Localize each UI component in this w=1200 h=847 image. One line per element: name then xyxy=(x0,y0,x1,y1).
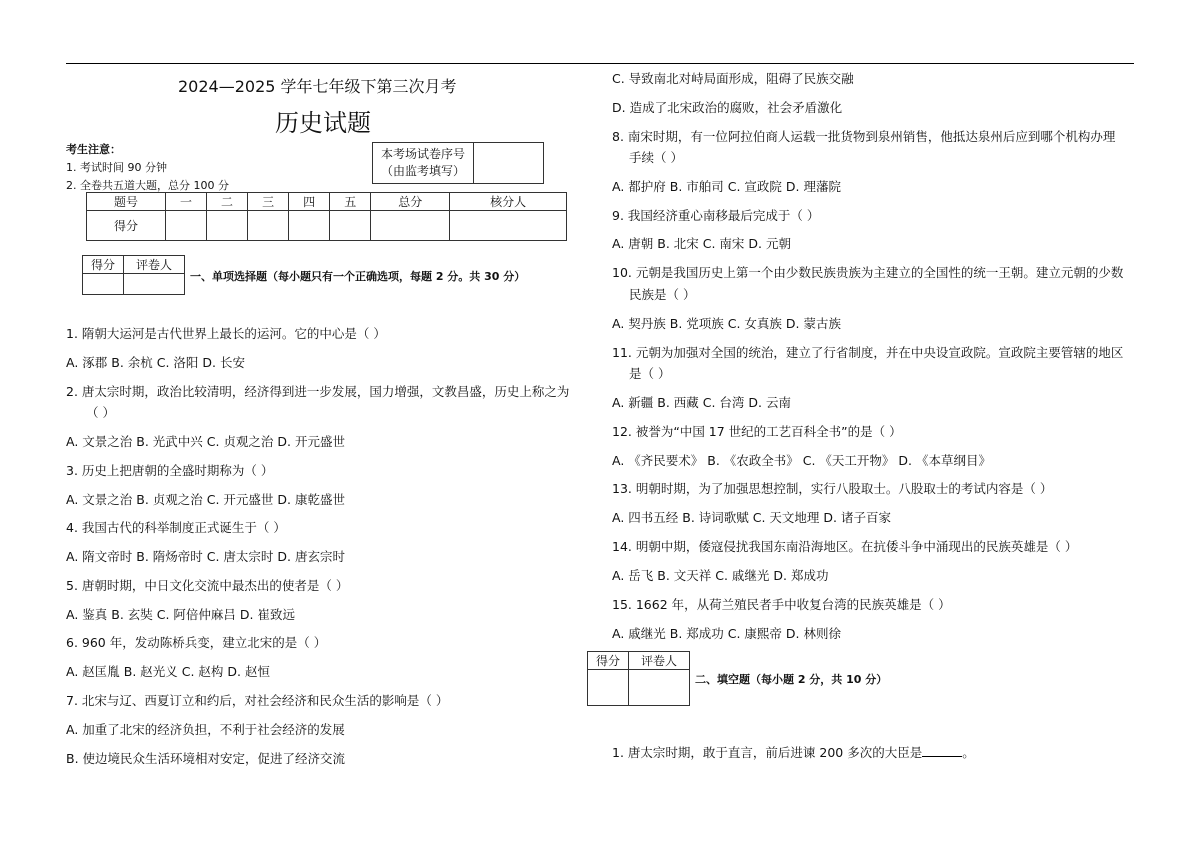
options-line: A. 赵匡胤 B. 赵光义 C. 赵构 D. 赵恒 xyxy=(66,664,270,679)
score-cell[interactable] xyxy=(248,211,289,241)
options-line: A. 都护府 B. 市舶司 C. 宣政院 D. 理藩院 xyxy=(612,179,841,194)
score-table xyxy=(86,192,567,241)
question-line: 6. 960 年，发动陈桥兵变，建立北宋的是（ ） xyxy=(66,635,327,650)
options-line: B. 使边境民众生活环境相对安定，促进了经济交流 xyxy=(66,751,346,766)
question-line: 5. 唐朝时期，中日文化交流中最杰出的使者是（ ） xyxy=(66,578,349,593)
score-cell[interactable] xyxy=(330,211,371,241)
answer-blank[interactable] xyxy=(922,744,962,757)
fill-question-1-text: 1. 唐太宗时期，敢于直言，前后进谏 200 多次的大臣是 xyxy=(612,745,923,760)
grader-name-label: 评卷人 xyxy=(124,256,185,274)
section2-title: 二、填空题（每小题 2 分，共 10 分） xyxy=(695,673,888,686)
question-line: 手续（ ） xyxy=(629,150,683,165)
notes-item: 2. 全卷共五道大题，总分 100 分 xyxy=(66,179,229,192)
question-line: 12. 被誉为“中国 17 世纪的工艺百科全书”的是（ ） xyxy=(612,424,902,439)
options-line: A. 唐朝 B. 北宋 C. 南宋 D. 元朝 xyxy=(612,236,791,251)
options-line: A. 新疆 B. 西藏 C. 台湾 D. 云南 xyxy=(612,395,791,410)
notes-item: 1. 考试时间 90 分钟 xyxy=(66,161,167,174)
notes-heading: 考生注意： xyxy=(66,143,121,156)
question-line: 1. 隋朝大运河是古代世界上最长的运河。它的中心是（ ） xyxy=(66,326,386,341)
exam-subtitle: 历史试题 xyxy=(275,109,371,137)
score-cell[interactable] xyxy=(289,211,330,241)
options-line: A. 契丹族 B. 党项族 C. 女真族 D. 蒙古族 xyxy=(612,316,841,331)
options-line: A. 戚继光 B. 郑成功 C. 康熙帝 D. 林则徐 xyxy=(612,626,841,641)
score-header: 五 xyxy=(330,193,371,211)
options-line: A. 《齐民要术》 B. 《农政全书》 C. 《天工开物》 D. 《本草纲目》 xyxy=(612,453,991,468)
serial-number-cell[interactable] xyxy=(474,143,544,184)
score-cell[interactable] xyxy=(450,211,567,241)
options-line: A. 文景之治 B. 贞观之治 C. 开元盛世 D. 康乾盛世 xyxy=(66,492,345,507)
score-header: 一 xyxy=(165,193,206,211)
grader-name-label: 评卷人 xyxy=(629,652,690,670)
question-line: 民族是（ ） xyxy=(629,287,696,302)
question-line: 2. 唐太宗时期，政治比较清明，经济得到进一步发展，国力增强，文教昌盛，历史上称之为 xyxy=(66,384,570,399)
score-header: 核分人 xyxy=(450,193,567,211)
fill-question-1 xyxy=(612,743,975,761)
grader-box xyxy=(82,255,185,295)
options-line: D. 造成了北宋政治的腐败，社会矛盾激化 xyxy=(612,100,843,115)
exam-title: 2024—2025 学年七年级下第三次月考 xyxy=(178,77,457,96)
grader-score-label: 得分 xyxy=(83,256,124,274)
question-line: 是（ ） xyxy=(629,366,671,381)
question-line: （ ） xyxy=(86,405,115,420)
question-line: 15. 1662 年，从荷兰殖民者手中收复台湾的民族英雄是（ ） xyxy=(612,597,951,612)
top-rule xyxy=(66,63,1134,64)
score-cell[interactable] xyxy=(165,211,206,241)
question-line: 14. 明朝中期，倭寇侵扰我国东南沿海地区。在抗倭斗争中涌现出的民族英雄是（ ） xyxy=(612,539,1078,554)
fill-question-1-end: 。 xyxy=(962,745,975,760)
grader-score-label: 得分 xyxy=(588,652,629,670)
options-line: A. 四书五经 B. 诗词歌赋 C. 天文地理 D. 诸子百家 xyxy=(612,510,891,525)
options-line: A. 鉴真 B. 玄奘 C. 阿倍仲麻吕 D. 崔致远 xyxy=(66,607,295,622)
score-header: 二 xyxy=(206,193,247,211)
question-line: 4. 我国古代的科举制度正式诞生于（ ） xyxy=(66,520,286,535)
options-line: A. 文景之治 B. 光武中兴 C. 贞观之治 D. 开元盛世 xyxy=(66,434,345,449)
question-line: 3. 历史上把唐朝的全盛时期称为（ ） xyxy=(66,463,274,478)
question-line: 11. 元朝为加强对全国的统治，建立了行省制度，并在中央设宣政院。宣政院主要管辖的地区 xyxy=(612,345,1124,360)
section1-title: 一、单项选择题（每小题只有一个正确选项，每题 2 分。共 30 分） xyxy=(190,270,526,283)
grader-score-cell[interactable] xyxy=(83,274,124,295)
grader-box-section2 xyxy=(587,651,690,706)
serial-box-line1: 本考场试卷序号 xyxy=(380,147,465,161)
options-line: A. 隋文帝时 B. 隋炀帝时 C. 唐太宗时 D. 唐玄宗时 xyxy=(66,549,345,564)
score-row-label: 得分 xyxy=(87,211,166,241)
score-header: 总分 xyxy=(371,193,450,211)
score-header: 三 xyxy=(248,193,289,211)
question-line: 8. 南宋时期，有一位阿拉伯商人运载一批货物到泉州销售，他抵达泉州后应到哪个机构办理 xyxy=(612,129,1116,144)
options-line: A. 加重了北宋的经济负担，不利于社会经济的发展 xyxy=(66,722,345,737)
question-line: 7. 北宋与辽、西夏订立和约后，对社会经济和民众生活的影响是（ ） xyxy=(66,693,449,708)
score-header: 四 xyxy=(289,193,330,211)
grader-name-cell[interactable] xyxy=(629,670,690,706)
grader-name-cell[interactable] xyxy=(124,274,185,295)
question-line: 10. 元朝是我国历史上第一个由少数民族贵族为主建立的全国性的统一王朝。建立元朝的少数 xyxy=(612,265,1124,280)
score-header: 题号 xyxy=(87,193,166,211)
grader-score-cell[interactable] xyxy=(588,670,629,706)
options-line: C. 导致南北对峙局面形成，阻碍了民族交融 xyxy=(612,71,854,86)
score-cell[interactable] xyxy=(371,211,450,241)
options-line: A. 涿郡 B. 余杭 C. 洛阳 D. 长安 xyxy=(66,355,245,370)
options-line: A. 岳飞 B. 文天祥 C. 戚继光 D. 郑成功 xyxy=(612,568,829,583)
question-line: 9. 我国经济重心南移最后完成于（ ） xyxy=(612,208,820,223)
serial-box-line2: （由监考填写） xyxy=(380,164,465,178)
question-line: 13. 明朝时期，为了加强思想控制，实行八股取士。八股取士的考试内容是（ ） xyxy=(612,481,1053,496)
score-cell[interactable] xyxy=(206,211,247,241)
serial-number-box xyxy=(372,142,544,184)
